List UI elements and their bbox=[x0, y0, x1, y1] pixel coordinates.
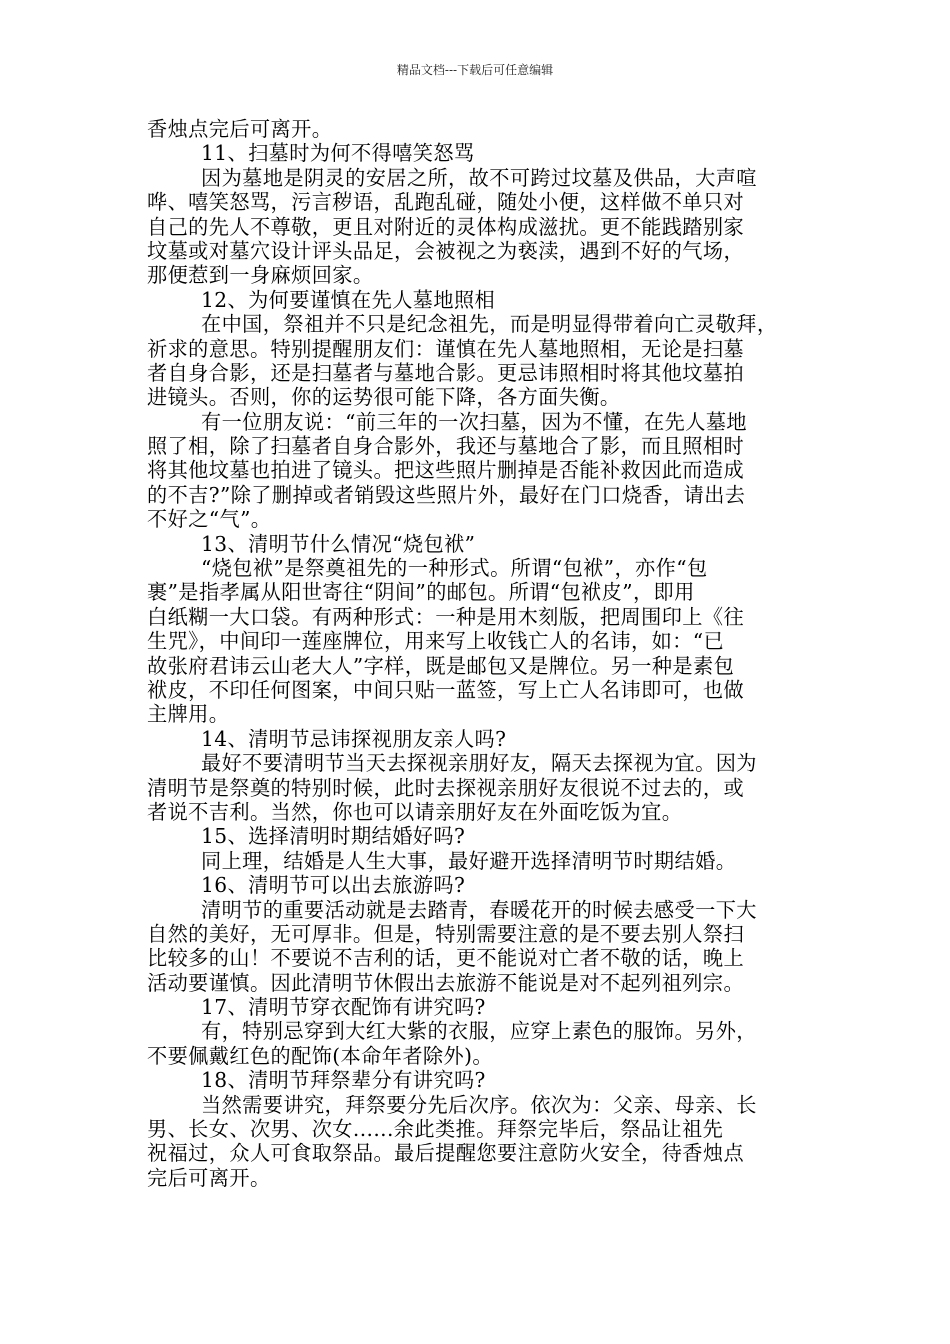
text-line: 清明节是祭奠的特别时候，此时去探视亲朋好友很说不过去的，或 bbox=[147, 775, 745, 800]
text-line: 15、选择清明时期结婚好吗? bbox=[201, 824, 466, 849]
document-body bbox=[147, 117, 807, 1190]
text-line: 进镜头。否则，你的运势很可能下降，各方面失衡。 bbox=[147, 385, 621, 410]
text-line: 在中国，祭祖并不只是纪念祖先，而是明显得带着向亡灵敬拜， bbox=[201, 312, 778, 337]
text-line: 不要佩戴红色的配饰(本命年者除外)。 bbox=[147, 1043, 493, 1068]
text-line: 祝福过，众人可食取祭品。最后提醒您要注意防火安全，待香烛点 bbox=[147, 1141, 745, 1166]
text-line: 主牌用。 bbox=[147, 702, 230, 727]
page-header: 精品文档---下载后可任意编辑 bbox=[396, 63, 554, 77]
text-line: 13、清明节什么情况“烧包袱” bbox=[201, 531, 476, 556]
text-line: 哗、嘻笑怒骂，污言秽语，乱跑乱碰，随处小便，这样做不单只对 bbox=[147, 190, 745, 215]
text-line: 17、清明节穿衣配饰有讲究吗? bbox=[201, 995, 486, 1020]
text-line: 白纸糊一大口袋。有两种形式：一种是用木刻版，把周围印上《往 bbox=[147, 604, 745, 629]
text-line: 当然需要讲究，拜祭要分先后次序。依次为：父亲、母亲、长 bbox=[201, 1092, 757, 1117]
text-line: 同上理，结婚是人生大事，最好避开选择清明节时期结婚。 bbox=[201, 848, 737, 873]
text-line: 的不吉?”除了删掉或者销毁这些照片外，最好在门口烧香，请出去 bbox=[147, 482, 746, 507]
text-line: 裹”是指孝属从阳世寄往“阴间”的邮包。所谓“包袱皮”，即用 bbox=[147, 580, 695, 605]
text-line: 者自身合影，还是扫墓者与墓地合影。更忌讳照相时将其他坟墓拍 bbox=[147, 360, 745, 385]
text-line: 清明节的重要活动就是去踏青，春暖花开的时候去感受一下大 bbox=[201, 897, 757, 922]
text-line: 祈求的意思。特别提醒朋友们：谨慎在先人墓地照相，无论是扫墓 bbox=[147, 336, 745, 361]
text-line: 香烛点完后可离开。 bbox=[147, 117, 333, 141]
text-line: 12、为何要谨慎在先人墓地照相 bbox=[201, 287, 496, 312]
text-line: 袱皮，不印任何图案，中间只贴一蓝签，写上亡人名讳即可，也做 bbox=[147, 677, 745, 702]
text-line: 男、长女、次男、次女......余此类推。拜祭完毕后，祭品让祖先 bbox=[147, 1117, 724, 1142]
text-line: 生咒》，中间印一莲座牌位，用来写上收钱亡人的名讳，如：“已 bbox=[147, 629, 725, 654]
text-line: 自己的先人不尊敬，更且对附近的灵体构成滋扰。更不能践踏别家 bbox=[147, 214, 745, 239]
text-line: 完后可离开。 bbox=[147, 1165, 271, 1190]
text-line: 最好不要清明节当天去探视亲朋好友，隔天去探视为宜。因为 bbox=[201, 751, 757, 776]
text-line: 14、清明节忌讳探视朋友亲人吗? bbox=[201, 726, 507, 751]
text-line: 者说不吉利。当然，你也可以请亲朋好友在外面吃饭为宜。 bbox=[147, 799, 683, 824]
text-line: 那便惹到一身麻烦回家。 bbox=[147, 263, 374, 288]
text-line: 活动要谨慎。因此清明节休假出去旅游不能说是对不起列祖列宗。 bbox=[147, 970, 745, 995]
text-line: 照了相，除了扫墓者自身合影外，我还与墓地合了影，而且照相时 bbox=[147, 434, 745, 459]
text-line: “烧包袱”是祭奠祖先的一种形式。所谓“包袱”，亦作“包 bbox=[201, 556, 708, 581]
text-line: 自然的美好，无可厚非。但是，特别需要注意的是不要去别人祭扫 bbox=[147, 921, 745, 946]
text-line: 11、扫墓时为何不得嘻笑怒骂 bbox=[201, 141, 475, 166]
text-line: 有一位朋友说：“前三年的一次扫墓，因为不懂，在先人墓地 bbox=[201, 409, 747, 434]
text-line: 故张府君讳云山老大人”字样，既是邮包又是牌位。另一种是素包 bbox=[147, 653, 735, 678]
text-line: 因为墓地是阴灵的安居之所，故不可跨过坟墓及供品，大声喧 bbox=[201, 165, 757, 190]
text-line: 将其他坟墓也拍进了镜头。把这些照片删掉是否能补救因此而造成 bbox=[147, 458, 745, 483]
text-line: 不好之“气”。 bbox=[147, 507, 272, 532]
text-line: 18、清明节拜祭辈分有讲究吗? bbox=[201, 1068, 486, 1093]
text-line: 有，特别忌穿到大红大紫的衣服，应穿上素色的服饰。另外， bbox=[201, 1019, 757, 1044]
text-line: 坟墓或对墓穴设计评头品足，会被视之为亵渎，遇到不好的气场， bbox=[147, 238, 745, 263]
text-line: 16、清明节可以出去旅游吗? bbox=[201, 873, 466, 898]
text-line: 比较多的山！不要说不吉利的话，更不能说对亡者不敬的话，晚上 bbox=[147, 946, 745, 971]
